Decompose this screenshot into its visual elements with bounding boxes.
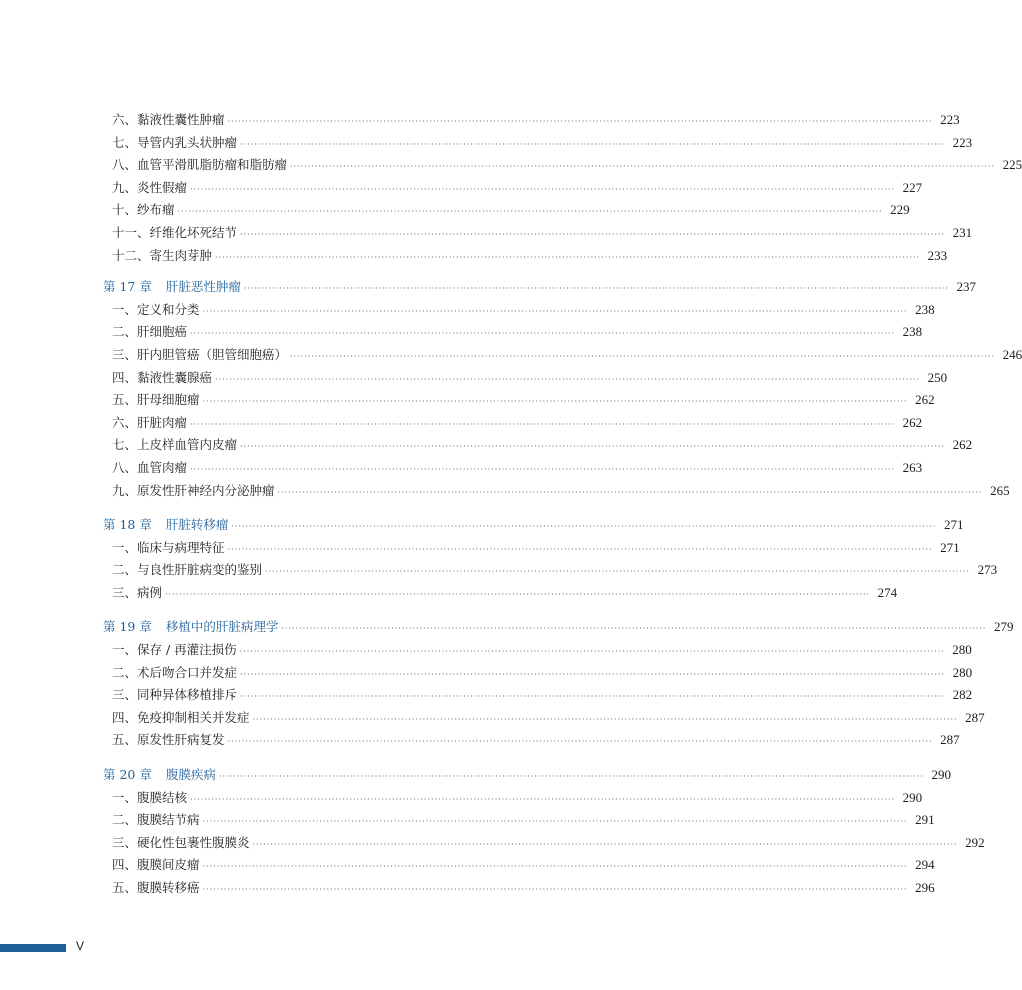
page-number: 265: [990, 482, 1010, 498]
page-number: 274: [877, 584, 898, 600]
chapter-number: 第 19 章: [103, 619, 152, 635]
page-number: 238: [902, 324, 923, 340]
dot-leader: ·······································································································································································································: [252, 839, 958, 849]
section-title: 六、肝脏肉瘤: [112, 414, 188, 430]
page-number: 290: [902, 789, 923, 805]
section-title: 一、定义和分类: [112, 301, 200, 317]
toc-section-entry[interactable]: [103, 559, 998, 582]
chapter-number: 第 20 章: [103, 767, 152, 783]
section-title: 十二、寄生肉芽肿: [112, 247, 213, 263]
page-number: 225: [1002, 157, 1022, 173]
toc-section-entry[interactable]: [103, 299, 935, 322]
toc-section-entry[interactable]: [103, 480, 1010, 503]
toc-section-entry[interactable]: [103, 662, 973, 685]
dot-leader: ·······································································································································································································: [190, 329, 896, 339]
page-number: 271: [940, 539, 960, 555]
dot-leader: ·······································································································································································································: [202, 306, 908, 316]
chapter-title: 肝脏恶性肿瘤: [165, 279, 241, 295]
page-number: 223: [940, 112, 960, 127]
page-number: 223: [952, 134, 973, 150]
dot-leader: ·······································································································································································································: [190, 184, 896, 194]
page-number: 279: [993, 619, 1014, 635]
chapter-title: 移植中的肝脏病理学: [165, 619, 279, 635]
dot-leader: ·······································································································································································································: [227, 737, 933, 747]
section-title: 一、腹膜结核: [112, 789, 188, 805]
chapter-number: 第 17 章: [103, 279, 152, 295]
dot-leader: ·······································································································································································································: [227, 544, 933, 554]
toc-section-entry[interactable]: [103, 245, 948, 268]
dot-leader: ·······································································································································································································: [218, 772, 924, 782]
toc-section-entry[interactable]: [103, 367, 948, 390]
toc-chapter-entry[interactable]: [103, 616, 1014, 639]
page-number: 231: [952, 224, 973, 240]
dot-leader: ·······································································································································································································: [243, 284, 949, 294]
table-of-contents: [103, 109, 1022, 900]
section-title: 九、炎性假瘤: [112, 179, 188, 195]
section-title: 三、同种异体移植排斥: [112, 687, 238, 703]
footer-accent-bar: [0, 944, 66, 952]
section-title: 七、上皮样血管内皮瘤: [112, 437, 238, 453]
page-number: 280: [952, 642, 972, 658]
section-title: 十、纱布瘤: [112, 202, 175, 218]
page-number: 246: [1002, 346, 1022, 362]
dot-leader: ·······································································································································································································: [215, 374, 921, 384]
section-title: 七、导管内乳头状肿瘤: [112, 134, 238, 150]
dot-leader: ·······································································································································································································: [165, 589, 871, 599]
toc-section-entry[interactable]: [103, 639, 972, 662]
toc-section-entry[interactable]: [103, 434, 973, 457]
dot-leader: ·······································································································································································································: [290, 351, 996, 361]
dot-leader: ·······································································································································································································: [231, 522, 937, 532]
dot-leader: ·······································································································································································································: [202, 862, 908, 872]
page-number: 262: [902, 414, 923, 430]
section-title: 十一、纤维化坏死结节: [112, 224, 238, 240]
toc-section-entry[interactable]: [103, 412, 923, 435]
section-title: 一、临床与病理特征: [112, 539, 225, 555]
dot-leader: ·······································································································································································································: [215, 252, 921, 262]
toc-section-entry[interactable]: [103, 787, 923, 810]
toc-section-entry[interactable]: [103, 582, 898, 605]
page-number: 263: [902, 459, 923, 475]
section-title: 五、腹膜转移癌: [112, 880, 200, 895]
page-number: 273: [977, 562, 998, 578]
toc-section-entry[interactable]: [103, 321, 923, 344]
section-title: 八、血管肉瘤: [112, 459, 188, 475]
toc-section-entry[interactable]: [103, 877, 935, 900]
section-title: 五、肝母细胞瘤: [112, 392, 200, 408]
toc-chapter-entry[interactable]: [103, 514, 964, 537]
chapter-number: 第 18 章: [103, 517, 152, 533]
section-title: 五、原发性肝病复发: [112, 732, 225, 748]
page-number: 229: [890, 202, 910, 218]
page-number: 238: [915, 301, 935, 317]
page-number: 280: [952, 664, 973, 680]
toc-section-entry[interactable]: [103, 199, 910, 222]
section-title: 四、黏液性囊腺癌: [112, 369, 213, 385]
section-title: 一、保存 / 再灌注损伤: [112, 642, 237, 658]
dot-leader: ·······································································································································································································: [277, 487, 983, 497]
toc-section-entry[interactable]: [103, 109, 960, 132]
toc-section-entry[interactable]: [103, 154, 1022, 177]
toc-section-entry[interactable]: [103, 132, 973, 155]
page-number: 262: [952, 437, 973, 453]
toc-section-entry[interactable]: [103, 389, 935, 412]
chapter-title: 腹膜疾病: [165, 767, 216, 783]
toc-section-entry[interactable]: [103, 707, 985, 730]
section-title: 二、与良性肝脏病变的鉴别: [112, 562, 263, 578]
page-number: 294: [915, 857, 935, 873]
dot-leader: ·······································································································································································································: [202, 397, 908, 407]
dot-leader: ·······································································································································································································: [265, 567, 971, 577]
page-number: 227: [902, 179, 923, 195]
section-title: 三、肝内胆管癌（胆管细胞癌）: [112, 346, 288, 362]
page-number: 287: [940, 732, 960, 748]
section-title: 二、腹膜结节病: [112, 812, 200, 828]
dot-leader: ·······································································································································································································: [240, 229, 946, 239]
dot-leader: ·······································································································································································································: [202, 885, 908, 894]
toc-section-entry[interactable]: [103, 854, 935, 877]
chapter-title: 肝脏转移瘤: [165, 517, 229, 533]
toc-section-entry[interactable]: [103, 457, 923, 480]
page-number: 296: [915, 880, 935, 895]
toc-chapter-entry[interactable]: [103, 276, 976, 299]
section-title: 四、腹膜间皮瘤: [112, 857, 200, 873]
section-title: 二、术后吻合口并发症: [112, 664, 238, 680]
toc-section-entry[interactable]: [103, 809, 935, 832]
page-number: 237: [956, 279, 976, 295]
page-number: 287: [965, 709, 985, 725]
toc-section-entry[interactable]: [103, 537, 960, 560]
page-number: 292: [965, 834, 985, 850]
dot-leader: ·······································································································································································································: [239, 647, 945, 657]
toc-section-entry[interactable]: [103, 177, 923, 200]
page-number: 262: [915, 392, 935, 408]
dot-leader: ·······································································································································································································: [177, 207, 883, 217]
dot-leader: ·······································································································································································································: [240, 139, 946, 149]
page-number: 291: [915, 812, 935, 828]
page-number: 282: [952, 687, 973, 703]
section-title: 三、病例: [112, 584, 163, 600]
toc-section-entry[interactable]: [103, 684, 973, 707]
page-number: 233: [927, 247, 948, 263]
dot-leader: ·······································································································································································································: [240, 442, 946, 452]
section-title: 四、免疫抑制相关并发症: [112, 709, 250, 725]
page-number: 250: [927, 369, 948, 385]
section-title: 三、硬化性包裹性腹膜炎: [112, 834, 250, 850]
dot-leader: ·······································································································································································································: [290, 162, 996, 172]
section-title: 二、肝细胞癌: [112, 324, 188, 340]
section-title: 九、原发性肝神经内分泌肿瘤: [112, 482, 275, 498]
dot-leader: ·······································································································································································································: [202, 817, 908, 827]
dot-leader: ·······································································································································································································: [227, 117, 933, 126]
dot-leader: ·······································································································································································································: [190, 419, 896, 429]
dot-leader: ·······································································································································································································: [240, 692, 946, 702]
page-folio: V: [76, 939, 85, 953]
dot-leader: ·······································································································································································································: [190, 794, 896, 804]
section-title: 六、黏液性囊性肿瘤: [112, 112, 225, 127]
toc-section-entry[interactable]: [103, 344, 1022, 367]
section-title: 八、血管平滑肌脂肪瘤和脂肪瘤: [112, 157, 288, 173]
toc-section-entry[interactable]: [103, 222, 973, 245]
dot-leader: ·······································································································································································································: [281, 624, 987, 634]
dot-leader: ·······································································································································································································: [252, 714, 958, 724]
page-number: 271: [943, 517, 964, 533]
dot-leader: ·······································································································································································································: [190, 464, 896, 474]
page-number: 290: [931, 767, 951, 783]
toc-section-entry[interactable]: [103, 729, 960, 752]
toc-chapter-entry[interactable]: [103, 764, 951, 787]
dot-leader: ·······································································································································································································: [240, 669, 946, 679]
toc-section-entry[interactable]: [103, 832, 985, 855]
